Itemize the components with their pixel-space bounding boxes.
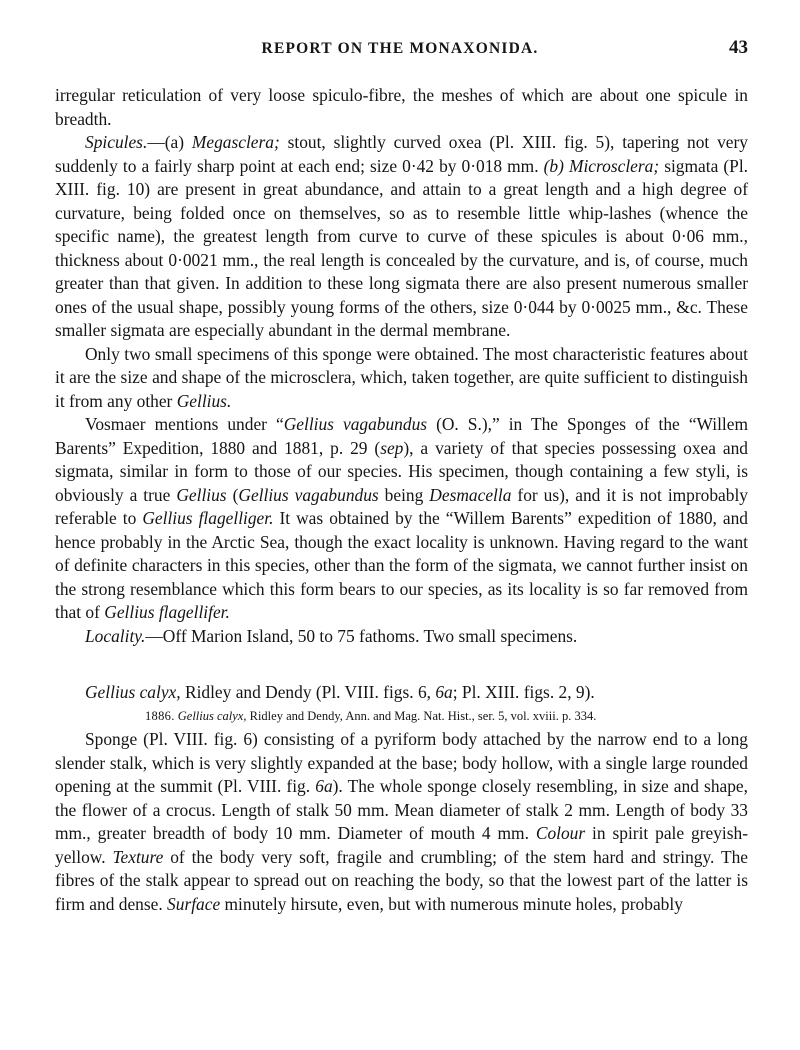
locality-label: Locality.: [85, 625, 146, 646]
reference-species-name: Gellius calyx,: [177, 708, 247, 723]
paragraph-description: [55, 728, 748, 916]
paragraph-text: —Off Marion Island, 50 to 75 fathoms. Two small specimens.: [145, 625, 578, 646]
paragraph-text: Vosmaer mentions under “: [85, 414, 284, 434]
texture-label: Texture: [112, 846, 164, 867]
species-heading-name: Gellius calyx,: [85, 682, 181, 702]
sep-abbrev: sep: [380, 437, 404, 458]
species-heading-text: ; Pl. XIII. figs. 2, 9).: [452, 682, 595, 702]
paragraph-text: Only two small specimens of this sponge were obtained. The most characteristic features about it are the size and shape of the microsclera, which, taken together, are quite sufficient to distinguish it from any other: [55, 343, 748, 411]
microsclera-label: Microsclera;: [568, 155, 660, 176]
paragraph-text: being: [378, 484, 430, 505]
species-heading-text: Ridley and Dendy (Pl. VIII. figs. 6,: [180, 682, 436, 702]
paragraph-text: ). The whole sponge closely resembling, in size and shape, the flower of a crocus. Length of stalk 50 mm. Mean diameter of stalk 2 mm. Length of body 33 mm., greater breadth of body 10 mm. Diameter of mouth 4 mm.: [55, 776, 748, 843]
paragraph-locality: [55, 625, 748, 649]
reference-year: 1886.: [145, 708, 175, 723]
megasclera-label: Megasclera;: [191, 132, 280, 152]
spicules-label: Spicules.: [85, 132, 148, 152]
paragraph-text: (: [226, 484, 239, 505]
running-head: [0, 37, 800, 64]
paragraph-text: minutely hirsute, even, but with numerous minute holes, probably: [220, 893, 683, 914]
genus-name: Desmacella: [429, 484, 512, 505]
paragraph-spicules: Spicules.—(a) Megasclera; stout, slightly curved oxea (Pl. XIII. fig. 5), tapering not very suddenly to a fairly sharp point at each end; size 0·42 by 0·018 mm. (b) Microsclera; sigmata (Pl. XIII. fig. 10) are present in great abundance, and attain to a great length and a high degree of curvature, being folded once on themselves, so as to resemble little whip-lashes (whence the specific name), the greatest length from curve to curve of these spicules is about 0·06 mm., thickness about 0·0021 mm., the real length is concealed by the curvature, and is, of course, much greater than that given. In addition to these long sigmata there are also present numerous smaller ones of the usual shape, possibly young forms of the others, size 0·044 by 0·0025 mm., &c. These smaller sigmata are especially abundant in the dermal membrane.: [55, 132, 748, 340]
species-name: Gellius flagelliger.: [142, 508, 274, 528]
reference-line: [55, 705, 748, 729]
species-name: Gellius vagabundus: [238, 484, 379, 505]
species-name: Gellius flagellifer.: [104, 602, 230, 622]
paragraph-text: Sponge (Pl. VIII. fig. 6) consisting of a pyriform body attached by the narrow end to a long slender stalk, which is very slightly expanded at the base; body hollow, with a single large rounded opening at the summit (Pl. VIII. fig.: [55, 729, 748, 796]
label-b: (b): [543, 155, 564, 176]
running-head-title: REPORT ON THE MONAXONIDA.: [261, 40, 539, 57]
genus-name: Gellius: [176, 484, 227, 505]
paragraph-text: sigmata (Pl. XIII. fig. 10) are present in great abundance, and attain to a great length and a high degree of curvature, being folded once on themselves, so as to resemble little whip-lashes (whence the specific name), the greatest length from curve to curve of these spicules is about 0·06 mm., thickness about 0·0021 mm., the real length is concealed by the curvature, and is, of course, much greater than that given. In addition to these long sigmata there are also present numerous smaller ones of the usual shape, possibly young forms of the others, size 0·044 by 0·0025 mm., &c. These smaller sigmata are especially abundant in the dermal membrane.: [55, 155, 748, 340]
paragraph-specimens: [55, 343, 748, 414]
paragraph-text: for us), and it is not improbably referable to: [55, 484, 748, 528]
paragraph-text: (O. S.),” in The Sponges of the “Willem Barents” Expedition, 1880 and 1881, p. 29 (: [55, 414, 748, 458]
species-name: Gellius vagabundus: [283, 414, 428, 434]
genus-name: Gellius.: [176, 390, 232, 411]
paragraph-text: of the body very soft, fragile and crumbling; of the stem hard and stringy. The fibres of the stalk appear to spread out on reaching the body, so that the lowest part of the latter is firm and dense.: [55, 846, 748, 914]
paragraph-text: in spirit pale greyish-yellow.: [55, 823, 748, 867]
surface-label: Surface: [167, 893, 221, 914]
paragraph-text: It was obtained by the “Willem Barents” expedition of 1880, and hence probably in the Arctic Sea, though the exact locality is unknown. Having regard to the want of definite characters in this species, other than the form of the sigmata, we cannot further insist on the strong resemblance which this form bears to our species, as its locality is so far removed from that of: [55, 508, 748, 622]
paragraph-vosmaer: [55, 413, 748, 625]
species-heading: [55, 681, 748, 705]
paragraph-continuation: [55, 84, 748, 131]
species-section: [55, 681, 748, 728]
page-number: 43: [729, 37, 748, 58]
figure-ref: 6a: [435, 682, 453, 702]
paragraph-text: irregular reticulation of very loose spiculo-fibre, the meshes of which are about one spicule in breadth.: [55, 85, 748, 129]
label-a: (a): [164, 132, 185, 152]
figure-ref: 6a: [315, 776, 333, 796]
paragraph-text: ), a variety of that species possessing oxea and sigmata, similar in form to those of our species. His specimen, though containing a few styli, is obviously a true: [55, 437, 748, 505]
paragraph-text: stout, slightly curved oxea (Pl. XIII. fig. 5), tapering not very suddenly to a fairly sharp point at each end; size 0·42 by 0·018 mm.: [55, 132, 748, 176]
reference-text: Ridley and Dendy, Ann. and Mag. Nat. Hist., ser. 5, vol. xviii. p. 334.: [246, 708, 597, 723]
body-text: [55, 84, 748, 916]
colour-label: Colour: [535, 823, 586, 843]
